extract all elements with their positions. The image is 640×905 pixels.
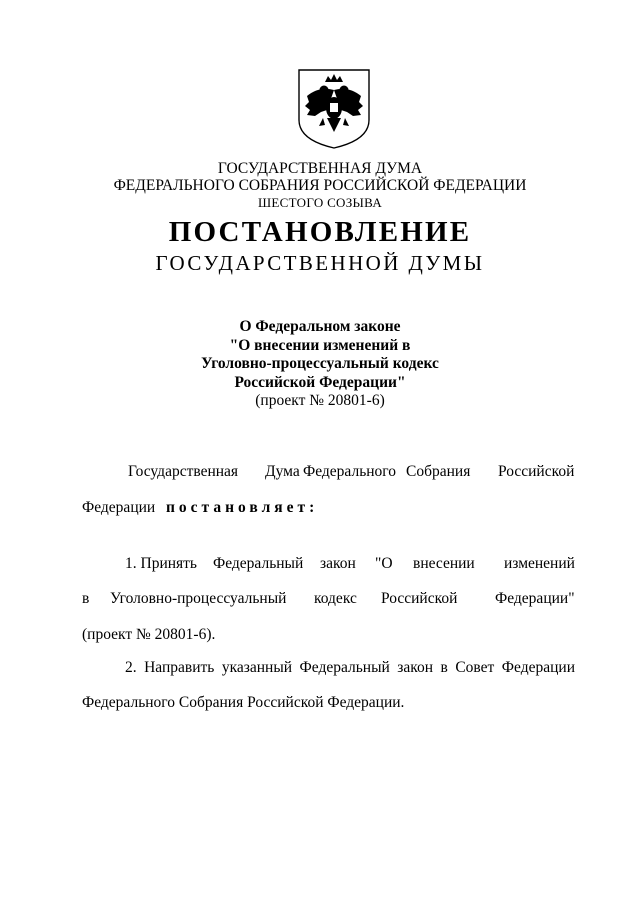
item1-word: внесении	[413, 555, 475, 572]
subject-line4: Российской Федерации"	[234, 373, 406, 391]
item1-word: закон	[320, 555, 356, 572]
subject-line3: Уголовно-процессуальный кодекс	[201, 355, 439, 372]
p1-word: Дума	[265, 463, 300, 480]
item2-line1: 2. Направить указанный Федеральный закон в Совет Федерации	[125, 659, 575, 676]
subject-line1: О Федеральном законе	[239, 318, 401, 335]
item1-word: Российской	[381, 590, 458, 607]
item1-word: Уголовно-процессуальный	[110, 590, 287, 607]
item1-word: изменений	[504, 555, 575, 572]
p1-word: Российской	[498, 463, 575, 480]
header-org-line1: ГОСУДАРСТВЕННАЯ ДУМА	[217, 160, 423, 177]
document-title: ПОСТАНОВЛЕНИЕ	[168, 216, 472, 248]
item1-word: Федерации"	[495, 590, 575, 607]
item2-line2: Федерального Собрания Российской Федерации.	[82, 694, 405, 711]
issuing-authority-header	[0, 160, 640, 211]
document-subtitle: ГОСУДАРСТВЕННОЙ ДУМЫ	[155, 251, 485, 275]
p1-word: Федерального	[303, 463, 397, 480]
item1-word: Федеральный	[213, 555, 304, 572]
p1-word: Собрания	[406, 463, 471, 480]
item1-word: в	[82, 590, 90, 607]
subject-bill-number: (проект № 20801-6)	[255, 392, 385, 409]
item1-bill-number: (проект № 20801-6).	[82, 626, 216, 643]
p1-word: Государственная	[128, 463, 239, 480]
header-convocation: ШЕСТОГО СОЗЫВА	[257, 195, 383, 210]
item1-word: "О	[375, 555, 393, 572]
item1-word: 1. Принять	[125, 555, 198, 572]
p1-line2-start: Федерации	[82, 499, 156, 516]
coat-of-arms-emblem	[297, 68, 371, 150]
document-subject	[0, 318, 640, 411]
header-org-line2: ФЕДЕРАЛЬНОГО СОБРАНИЯ РОССИЙСКОЙ ФЕДЕРАЦИИ	[113, 177, 527, 194]
p1-decree-verb: постановляет:	[166, 499, 319, 516]
item1-word: кодекс	[314, 590, 357, 607]
subject-line2: "О внесении изменений в	[229, 336, 411, 354]
